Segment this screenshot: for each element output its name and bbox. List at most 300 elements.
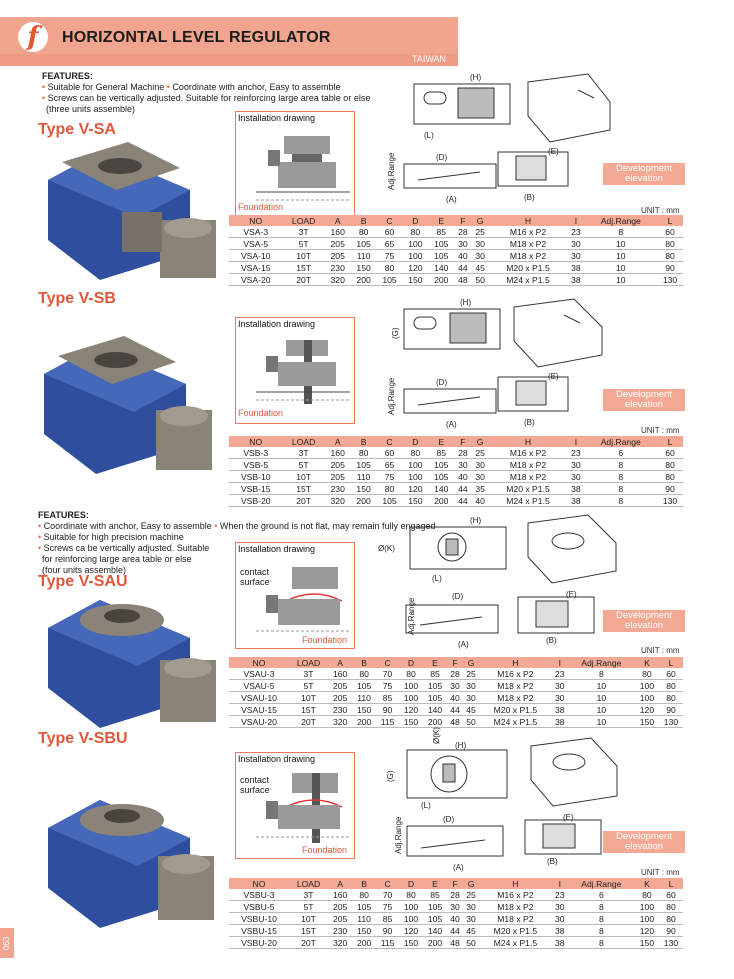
dim-label-E: (E) — [566, 590, 577, 599]
table-cell: 120 — [402, 483, 428, 495]
table-header-row — [229, 436, 683, 447]
dim-label-A: (A) — [446, 195, 457, 204]
table-cell: 120 — [402, 262, 428, 274]
type-title: Type V-SBU — [38, 730, 128, 747]
table-cell: 140 — [428, 262, 454, 274]
table-row — [229, 483, 683, 495]
table-cell: 105 — [423, 680, 447, 692]
table-cell: 150 — [351, 262, 377, 274]
table-cell: 30 — [552, 913, 568, 925]
table-cell: 90 — [657, 483, 683, 495]
table-cell: 30 — [471, 238, 488, 250]
table-header-row — [229, 878, 683, 889]
column-header: E — [423, 657, 447, 668]
table-cell: 20T — [283, 495, 325, 507]
table-cell: 8 — [568, 937, 635, 949]
table-cell: 75 — [376, 680, 399, 692]
table-cell: 44 — [454, 262, 471, 274]
table-cell: 90 — [376, 925, 399, 937]
table-cell: 85 — [376, 913, 399, 925]
column-header: Adj.Range — [568, 657, 635, 668]
table-cell: M18 x P2 — [489, 238, 568, 250]
table-cell: 140 — [428, 483, 454, 495]
table-cell: 5T — [283, 459, 325, 471]
table-cell: 60 — [377, 447, 403, 459]
table-cell: 110 — [352, 692, 376, 704]
table-cell: VSB-3 — [229, 447, 283, 459]
table-cell: M16 x P2 — [479, 668, 552, 680]
table-cell: 25 — [463, 889, 479, 901]
table-cell: 10T — [283, 471, 325, 483]
table-row — [229, 680, 683, 692]
table-cell: 80 — [402, 226, 428, 238]
table-cell: M24 x P1.5 — [489, 495, 568, 507]
product-photo — [40, 790, 225, 930]
table-cell: 150 — [351, 483, 377, 495]
country-label: TAIWAN — [412, 54, 446, 64]
column-header: Adj.Range — [568, 878, 635, 889]
table-cell: 28 — [447, 889, 463, 901]
table-cell: 50 — [463, 716, 479, 728]
table-cell: 30 — [567, 459, 584, 471]
table-cell: 45 — [463, 925, 479, 937]
column-header: F — [454, 215, 471, 226]
table-cell: VSAU-3 — [229, 668, 289, 680]
table-cell: 130 — [659, 716, 683, 728]
dim-label-E: (E) — [548, 147, 559, 156]
table-cell: 85 — [423, 668, 447, 680]
table-cell: 38 — [567, 495, 584, 507]
table-cell: 205 — [328, 692, 352, 704]
table-cell: 30 — [567, 250, 584, 262]
badge-line-1: Development — [616, 163, 672, 174]
table-cell: 44 — [454, 495, 471, 507]
table-cell: 120 — [635, 925, 659, 937]
table-cell: 30 — [447, 680, 463, 692]
dim-label-K: Ø(K) — [378, 544, 395, 553]
table-cell: 28 — [447, 668, 463, 680]
table-cell: 40 — [454, 250, 471, 262]
table-cell: 200 — [423, 716, 447, 728]
column-header: K — [635, 878, 659, 889]
table-cell: 30 — [471, 471, 488, 483]
table-row — [229, 447, 683, 459]
table-cell: 35 — [471, 483, 488, 495]
dim-label-G: (G) — [386, 770, 395, 782]
table-cell: 3T — [289, 889, 328, 901]
table-cell: 10 — [585, 262, 657, 274]
table-cell: 90 — [659, 925, 683, 937]
table-cell: 30 — [454, 238, 471, 250]
table-cell: VSBU-15 — [229, 925, 289, 937]
table-cell: 100 — [402, 459, 428, 471]
table-cell: 205 — [328, 913, 352, 925]
adj-range-label: Adj.Range — [387, 377, 396, 415]
table-cell: 23 — [552, 668, 568, 680]
feature-item: Suitable for high precision machine — [43, 532, 184, 542]
features-heading: FEATURES: — [42, 71, 93, 81]
table-cell: 65 — [377, 238, 403, 250]
table-row — [229, 913, 683, 925]
column-header: E — [428, 215, 454, 226]
table-cell: 38 — [552, 716, 568, 728]
feature-item: When the ground is not flat, may remain fully engaged — [219, 521, 436, 531]
type-title: Type V-SAU — [38, 573, 128, 590]
dim-label-G: (G) — [391, 327, 400, 339]
table-cell: 45 — [463, 704, 479, 716]
table-cell: 150 — [402, 495, 428, 507]
unit-label: UNIT : mm — [641, 426, 680, 435]
table-cell: M16 x P2 — [489, 447, 568, 459]
table-cell: 100 — [399, 680, 423, 692]
contact-word: contact — [240, 775, 270, 785]
table-cell: 80 — [399, 889, 423, 901]
table-cell: 90 — [657, 262, 683, 274]
dimension-drawing — [385, 727, 720, 874]
spec-table — [229, 215, 683, 286]
development-elevation-badge — [603, 610, 685, 632]
column-header: NO — [229, 436, 283, 447]
table-cell: 15T — [289, 925, 328, 937]
table-cell: 80 — [659, 692, 683, 704]
adj-range-label: Adj.Range — [387, 152, 396, 190]
table-cell: VSAU-10 — [229, 692, 289, 704]
column-header: NO — [229, 878, 289, 889]
installation-graphic — [256, 130, 350, 206]
dim-label-H: (H) — [470, 516, 482, 525]
table-cell: M18 x P2 — [489, 250, 568, 262]
table-cell: 80 — [657, 459, 683, 471]
table-cell: 30 — [454, 459, 471, 471]
column-header: C — [377, 436, 403, 447]
table-cell: 38 — [552, 704, 568, 716]
table-cell: 100 — [402, 238, 428, 250]
installation-drawing — [235, 111, 355, 218]
table-cell: 48 — [454, 274, 471, 286]
table-cell: 160 — [328, 668, 352, 680]
installation-drawing — [235, 542, 355, 649]
table-cell: 5T — [289, 680, 328, 692]
column-header: LOAD — [289, 878, 328, 889]
table-cell: 23 — [567, 226, 584, 238]
table-cell: M18 x P2 — [479, 692, 552, 704]
table-row — [229, 226, 683, 238]
dim-label-B: (B) — [547, 857, 558, 866]
table-cell: 85 — [428, 447, 454, 459]
table-cell: 100 — [635, 901, 659, 913]
adj-range-label: Adj.Range — [407, 597, 416, 635]
table-cell: VSB-10 — [229, 471, 283, 483]
table-cell: 30 — [447, 901, 463, 913]
table-cell: 320 — [328, 716, 352, 728]
table-cell: 8 — [568, 925, 635, 937]
table-cell: M20 x P1.5 — [479, 925, 552, 937]
table-cell: 150 — [352, 925, 376, 937]
table-cell: 48 — [447, 716, 463, 728]
table-cell: VSA-5 — [229, 238, 283, 250]
table-cell: 100 — [635, 692, 659, 704]
feature-item: (three units assemble) — [46, 104, 136, 114]
table-cell: 15T — [283, 483, 325, 495]
table-cell: 120 — [399, 925, 423, 937]
table-cell: 75 — [376, 901, 399, 913]
table-cell: 150 — [635, 937, 659, 949]
table-cell: 10 — [585, 250, 657, 262]
table-cell: 44 — [447, 704, 463, 716]
table-cell: 85 — [376, 692, 399, 704]
table-cell: 70 — [376, 889, 399, 901]
dim-label-D: (D) — [436, 378, 448, 387]
table-cell: VSA-3 — [229, 226, 283, 238]
column-header: L — [657, 215, 683, 226]
table-cell: 100 — [635, 680, 659, 692]
table-cell: 140 — [423, 704, 447, 716]
table-cell: 30 — [463, 901, 479, 913]
feature-item: Screws ca be vertically adjusted. Suitable — [43, 543, 210, 553]
table-cell: 105 — [423, 913, 447, 925]
table-cell: 30 — [567, 238, 584, 250]
table-row — [229, 250, 683, 262]
header-subband — [0, 54, 458, 66]
table-cell: 10 — [585, 274, 657, 286]
table-cell: 80 — [657, 250, 683, 262]
table-cell: 10 — [568, 692, 635, 704]
table-cell: 85 — [423, 889, 447, 901]
dim-label-D: (D) — [443, 815, 455, 824]
table-cell: 100 — [399, 692, 423, 704]
table-cell: M24 x P1.5 — [479, 937, 552, 949]
feature-item: Screws can be vertically adjusted. Suitable for reinforcing large area table or else — [47, 93, 371, 103]
product-photo — [36, 336, 221, 476]
table-cell: 80 — [399, 668, 423, 680]
table-cell: 75 — [377, 471, 403, 483]
column-header: H — [489, 215, 568, 226]
table-cell: 105 — [428, 250, 454, 262]
table-cell: 80 — [377, 262, 403, 274]
column-header: NO — [229, 215, 283, 226]
table-cell: 70 — [376, 668, 399, 680]
column-header: LOAD — [289, 657, 328, 668]
dimension-drawing — [388, 72, 718, 212]
table-cell: 25 — [463, 668, 479, 680]
foundation-label: Foundation — [302, 845, 348, 855]
column-header: D — [402, 215, 428, 226]
dim-label-D: (D) — [436, 153, 448, 162]
column-header: E — [428, 436, 454, 447]
dimension-drawing — [388, 297, 718, 437]
table-cell: 8 — [568, 668, 635, 680]
table-header-row — [229, 215, 683, 226]
table-cell: 40 — [447, 692, 463, 704]
table-cell: 15T — [283, 262, 325, 274]
column-header: L — [659, 878, 683, 889]
table-cell: 50 — [463, 937, 479, 949]
table-cell: 3T — [283, 226, 325, 238]
table-cell: 105 — [423, 901, 447, 913]
table-cell: 6 — [585, 447, 657, 459]
table-cell: 200 — [352, 937, 376, 949]
spec-table — [229, 436, 683, 507]
column-header: Adj.Range — [585, 436, 657, 447]
table-cell: 30 — [552, 680, 568, 692]
table-cell: 230 — [325, 483, 351, 495]
table-cell: M16 x P2 — [479, 889, 552, 901]
table-cell: M16 x P2 — [489, 226, 568, 238]
table-row — [229, 889, 683, 901]
table-cell: 30 — [552, 692, 568, 704]
table-cell: M18 x P2 — [479, 901, 552, 913]
table-cell: 100 — [635, 913, 659, 925]
dim-label-A: (A) — [446, 420, 457, 429]
surface-word: surface — [240, 785, 270, 795]
column-header: C — [377, 215, 403, 226]
unit-label: UNIT : mm — [641, 206, 680, 215]
column-header: A — [325, 215, 351, 226]
table-cell: 44 — [454, 483, 471, 495]
column-header: C — [376, 657, 399, 668]
table-cell: M18 x P2 — [489, 471, 568, 483]
column-header: LOAD — [283, 215, 325, 226]
table-cell: 140 — [423, 925, 447, 937]
column-header: H — [489, 436, 568, 447]
table-row — [229, 716, 683, 728]
dim-label-E: (E) — [563, 813, 574, 822]
column-header: D — [399, 657, 423, 668]
table-cell: 205 — [325, 471, 351, 483]
table-cell: 130 — [657, 495, 683, 507]
table-cell: M18 x P2 — [479, 913, 552, 925]
table-cell: 205 — [325, 250, 351, 262]
table-cell: 90 — [376, 704, 399, 716]
table-cell: 38 — [567, 274, 584, 286]
table-cell: 120 — [635, 704, 659, 716]
column-header: D — [402, 436, 428, 447]
column-header: I — [552, 878, 568, 889]
table-cell: 8 — [568, 913, 635, 925]
dim-label-H: (H) — [460, 298, 472, 307]
table-cell: VSB-5 — [229, 459, 283, 471]
table-cell: 200 — [423, 937, 447, 949]
table-cell: 80 — [352, 668, 376, 680]
column-header: NO — [229, 657, 289, 668]
table-cell: 60 — [657, 447, 683, 459]
installation-caption: Installation drawing — [238, 754, 316, 764]
table-cell: 105 — [352, 901, 376, 913]
table-cell: 100 — [402, 250, 428, 262]
table-cell: 6 — [568, 889, 635, 901]
column-header: K — [635, 657, 659, 668]
table-cell: 38 — [552, 925, 568, 937]
table-cell: 10 — [585, 238, 657, 250]
table-cell: 80 — [402, 447, 428, 459]
table-cell: M20 x P1.5 — [489, 483, 568, 495]
features-block-1: FEATURES: • Suitable for General Machine • Coordinate with anchor, Easy to assemble • Screws can be vertically adjusted. Suitable for reinforcing large area table or else (three units assemble) — [42, 71, 371, 114]
table-cell: 80 — [659, 680, 683, 692]
table-cell: 80 — [657, 238, 683, 250]
installation-graphic — [256, 769, 350, 853]
table-cell: M24 x P1.5 — [479, 716, 552, 728]
table-cell: VSAU-15 — [229, 704, 289, 716]
table-cell: VSBU-5 — [229, 901, 289, 913]
features-block-2: FEATURES: • Coordinate with anchor, Easy to assemble • When the ground is not flat, may remain fully engaged • Suitable for high precision machine • Screws ca be vertically adjusted. Suitable for reinforcing large area table or else (four units assemble) — [38, 510, 436, 575]
table-cell: 38 — [552, 937, 568, 949]
table-cell: 320 — [328, 937, 352, 949]
feature-item: Coordinate with anchor, Easy to assemble — [43, 521, 212, 531]
feature-item: Coordinate with anchor, Easy to assemble — [172, 82, 341, 92]
dim-label-K: Ø(K) — [432, 727, 441, 744]
table-cell: 320 — [325, 274, 351, 286]
table-cell: 105 — [377, 495, 403, 507]
column-header: B — [351, 436, 377, 447]
badge-line-1: Development — [616, 610, 672, 621]
table-cell: 50 — [471, 274, 488, 286]
table-cell: VSBU-10 — [229, 913, 289, 925]
table-cell: 25 — [471, 447, 488, 459]
column-header: B — [351, 215, 377, 226]
table-cell: 100 — [399, 901, 423, 913]
installation-graphic — [256, 561, 350, 641]
table-row — [229, 937, 683, 949]
installation-caption: Installation drawing — [238, 113, 316, 123]
table-header-row — [229, 657, 683, 668]
table-cell: 100 — [402, 471, 428, 483]
table-cell: 10 — [568, 716, 635, 728]
column-header: LOAD — [283, 436, 325, 447]
table-cell: 160 — [325, 226, 351, 238]
table-cell: 8 — [585, 483, 657, 495]
badge-line-2: elevation — [624, 399, 664, 410]
table-cell: 80 — [635, 668, 659, 680]
table-cell: VSAU-5 — [229, 680, 289, 692]
table-cell: 200 — [352, 716, 376, 728]
dim-label-H: (H) — [470, 73, 482, 82]
table-cell: 45 — [471, 262, 488, 274]
table-cell: 30 — [471, 459, 488, 471]
product-photo — [40, 590, 230, 730]
table-cell: 115 — [376, 937, 399, 949]
table-cell: 200 — [428, 274, 454, 286]
table-cell: 60 — [657, 226, 683, 238]
dim-label-B: (B) — [524, 193, 535, 202]
table-cell: 5T — [283, 238, 325, 250]
badge-line-2: elevation — [624, 841, 664, 852]
table-cell: 105 — [428, 471, 454, 483]
table-cell: 205 — [325, 459, 351, 471]
table-cell: 60 — [659, 889, 683, 901]
table-row — [229, 238, 683, 250]
table-cell: 110 — [351, 250, 377, 262]
type-title: Type V-SB — [38, 290, 116, 307]
table-cell: 20T — [289, 937, 328, 949]
table-cell: VSBU-3 — [229, 889, 289, 901]
adj-range-label: Adj.Range — [394, 816, 403, 854]
table-cell: 200 — [351, 495, 377, 507]
column-header: B — [352, 657, 376, 668]
table-cell: 205 — [328, 680, 352, 692]
table-cell: M20 x P1.5 — [479, 704, 552, 716]
table-cell: 105 — [352, 680, 376, 692]
column-header: G — [471, 215, 488, 226]
table-cell: 48 — [447, 937, 463, 949]
table-cell: 38 — [567, 483, 584, 495]
column-header: A — [325, 436, 351, 447]
dim-label-L: (L) — [421, 801, 431, 810]
dim-label-A: (A) — [458, 640, 469, 649]
surface-word: surface — [240, 577, 270, 587]
feature-item: Suitable for General Machine — [47, 82, 165, 92]
installation-drawing — [235, 752, 355, 859]
table-cell: 230 — [325, 262, 351, 274]
